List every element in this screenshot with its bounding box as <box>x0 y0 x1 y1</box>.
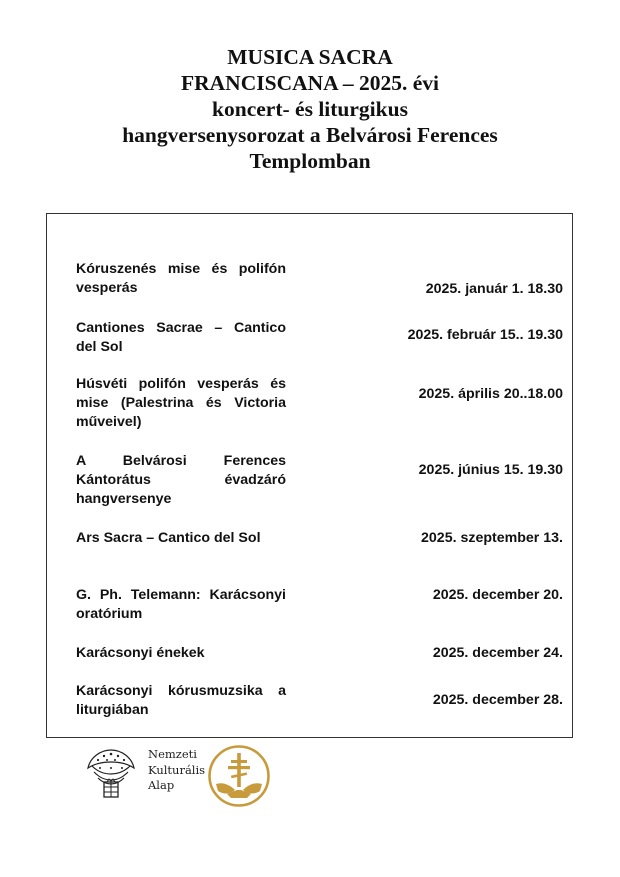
title-line: FRANCISCANA – 2025. évi <box>181 71 439 95</box>
title-line: hangversenysorozat a Belvárosi Ferences <box>122 123 498 147</box>
nka-logo-line: Nemzeti <box>148 747 197 761</box>
franciscan-cross-icon <box>207 744 271 808</box>
nka-logo-text <box>148 747 205 794</box>
event-title: Ars Sacra – Cantico del Sol <box>76 530 261 546</box>
title-line: Templomban <box>249 149 371 173</box>
nka-logo-line: Alap <box>148 778 175 792</box>
event-date: 2025. április 20..18.00 <box>418 386 563 402</box>
event-date: 2025. február 15.. 19.30 <box>407 327 563 343</box>
event-date: 2025. december 24. <box>432 645 563 661</box>
title-line: MUSICA SACRA <box>227 45 393 69</box>
event-title: Cantiones Sacrae – Cantico del Sol <box>76 320 286 355</box>
event-title: Kóruszenés mise és polifón vesperás <box>76 261 286 296</box>
event-title: Karácsonyi kórusmuzsika a liturgiában <box>76 683 286 718</box>
page-title <box>0 44 620 174</box>
event-title: Karácsonyi énekek <box>76 645 205 661</box>
event-date: 2025. szeptember 13. <box>421 530 563 546</box>
event-title: A Belvárosi Ferences Kántorátus évadzáró hangversenye <box>76 453 286 507</box>
event-title: G. Ph. Telemann: Karácsonyi oratórium <box>76 587 286 622</box>
event-title: Húsvéti polifón vesperás és mise (Palestrina és Victoria műveivel) <box>76 376 286 430</box>
event-date: 2025. december 28. <box>432 692 563 708</box>
event-date: 2025. január 1. 18.30 <box>425 281 563 297</box>
event-date: 2025. december 20. <box>432 587 563 603</box>
event-date: 2025. június 15. 19.30 <box>418 462 563 478</box>
title-line: koncert- és liturgikus <box>212 97 408 121</box>
nka-tree-icon <box>80 742 142 804</box>
nka-logo-line: Kulturális <box>148 762 206 777</box>
